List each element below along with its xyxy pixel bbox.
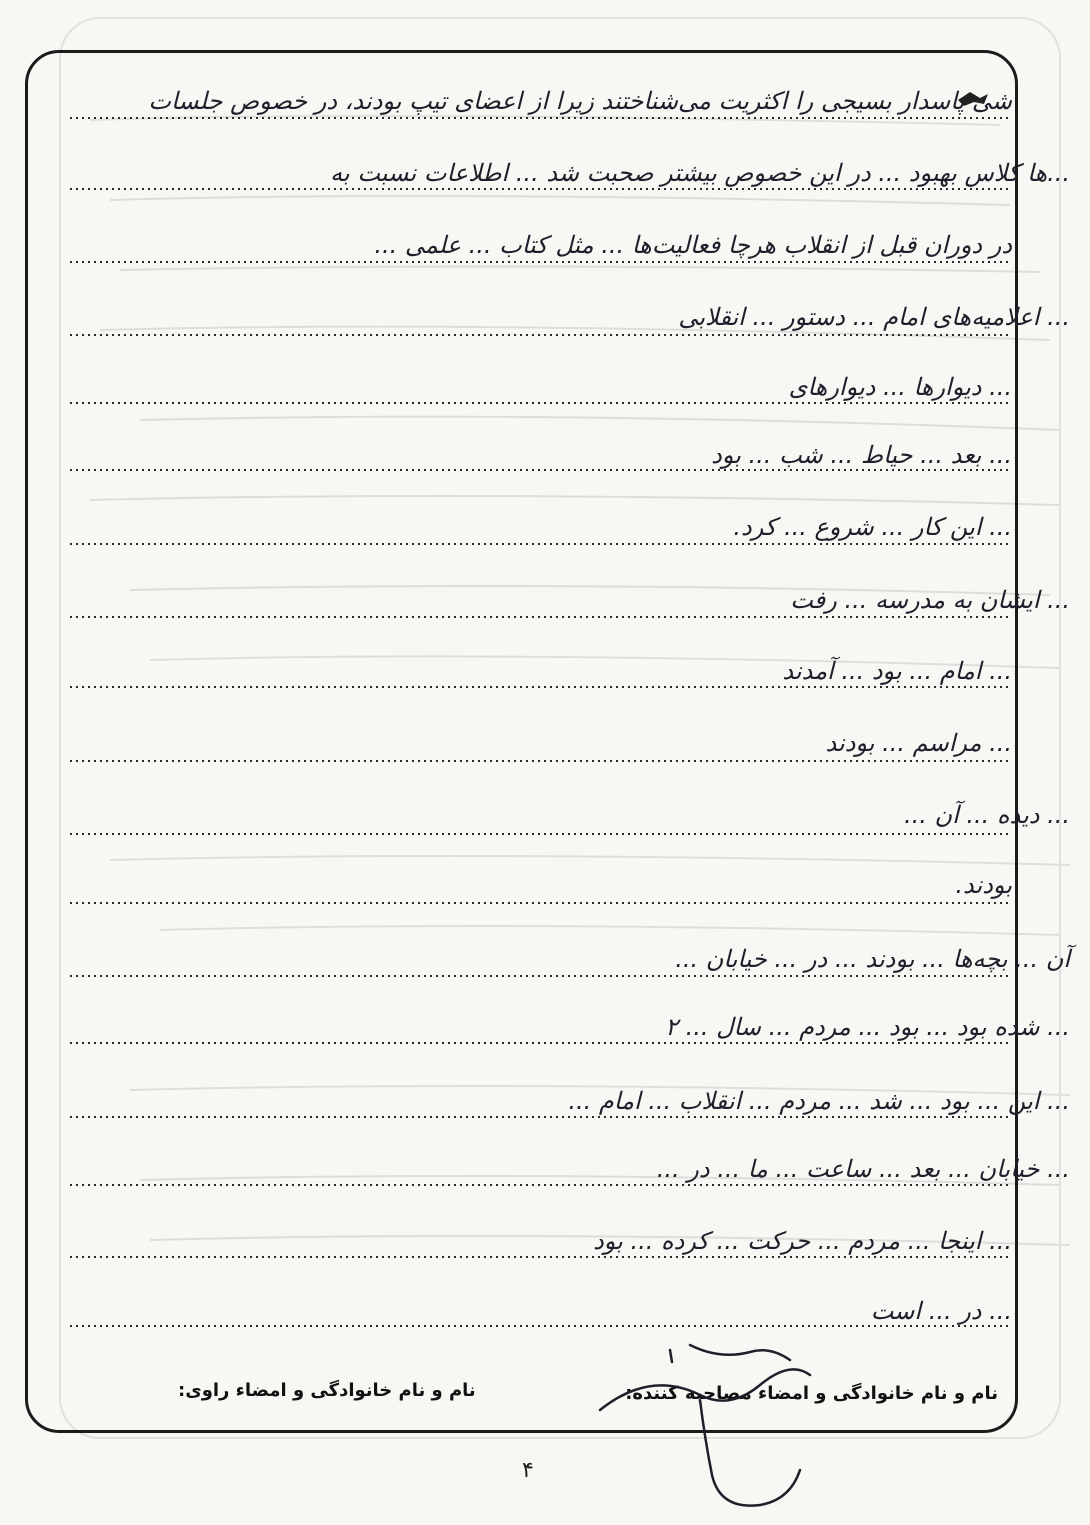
handwritten-line-13: آن ... بچه‌ها ... بودند ... در ... خیابان ... [675, 945, 1070, 973]
handwritten-line-6: ... بعد ... حیاط ... شب ... بود [711, 441, 1012, 469]
handwritten-line-16: ... خیابان ... بعد ... ساعت ... ما ... در ... [656, 1155, 1070, 1183]
handwritten-line-10: ... مراسم ... بودند [825, 729, 1012, 757]
handwritten-line-2: ...ها کلاس بهبود ... در این خصوص بیشتر صحبت شد ... اطلاعات نسبت به [330, 159, 1070, 187]
handwritten-line-3: در دوران قبل از انقلاب هرچا فعالیت‌ها ... مثل کتاب ... علمی ... [374, 231, 1012, 259]
handwritten-line-8: ... ایشان به مدرسه ... رفت [790, 586, 1070, 614]
narrator-signature-label: نام و نام خانوادگی و امضاء راوی: [178, 1380, 476, 1401]
interviewer-signature-label: نام و نام خانوادگی و امضاء مصاحبه کننده: [625, 1383, 998, 1404]
handwritten-line-12: بودند. [955, 871, 1012, 899]
handwritten-line-11: ... دیده ... آن ... [903, 801, 1070, 829]
handwritten-line-7: ... این کار ... شروع ... کرد. [733, 513, 1012, 541]
handwritten-line-5: ... دیوارها ... دیوارهای [788, 373, 1012, 401]
handwritten-line-4: ... اعلامیه‌های امام ... دستور ... انقلابی [678, 303, 1070, 331]
page-number: ۴ [522, 1458, 534, 1483]
handwritten-line-15: ... این ... بود ... شد ... مردم ... انقلاب ... امام ... [568, 1087, 1070, 1115]
handwritten-line-1: شی پاسدار بسیجی را اکثریت می‌شناختند زیرا از اعضای تیپ بودند، در خصوص جلسات [148, 87, 1012, 115]
handwritten-line-14: ... شده بود ... بود ... مردم ... سال ... ۲ [665, 1013, 1070, 1041]
handwritten-line-18: ... در ... است [870, 1297, 1012, 1325]
handwritten-line-17: ... اینجا ... مردم ... حرکت ... کرده ... بود [593, 1227, 1012, 1255]
handwritten-line-9: ... امام ... بود ... آمدند [782, 657, 1012, 685]
